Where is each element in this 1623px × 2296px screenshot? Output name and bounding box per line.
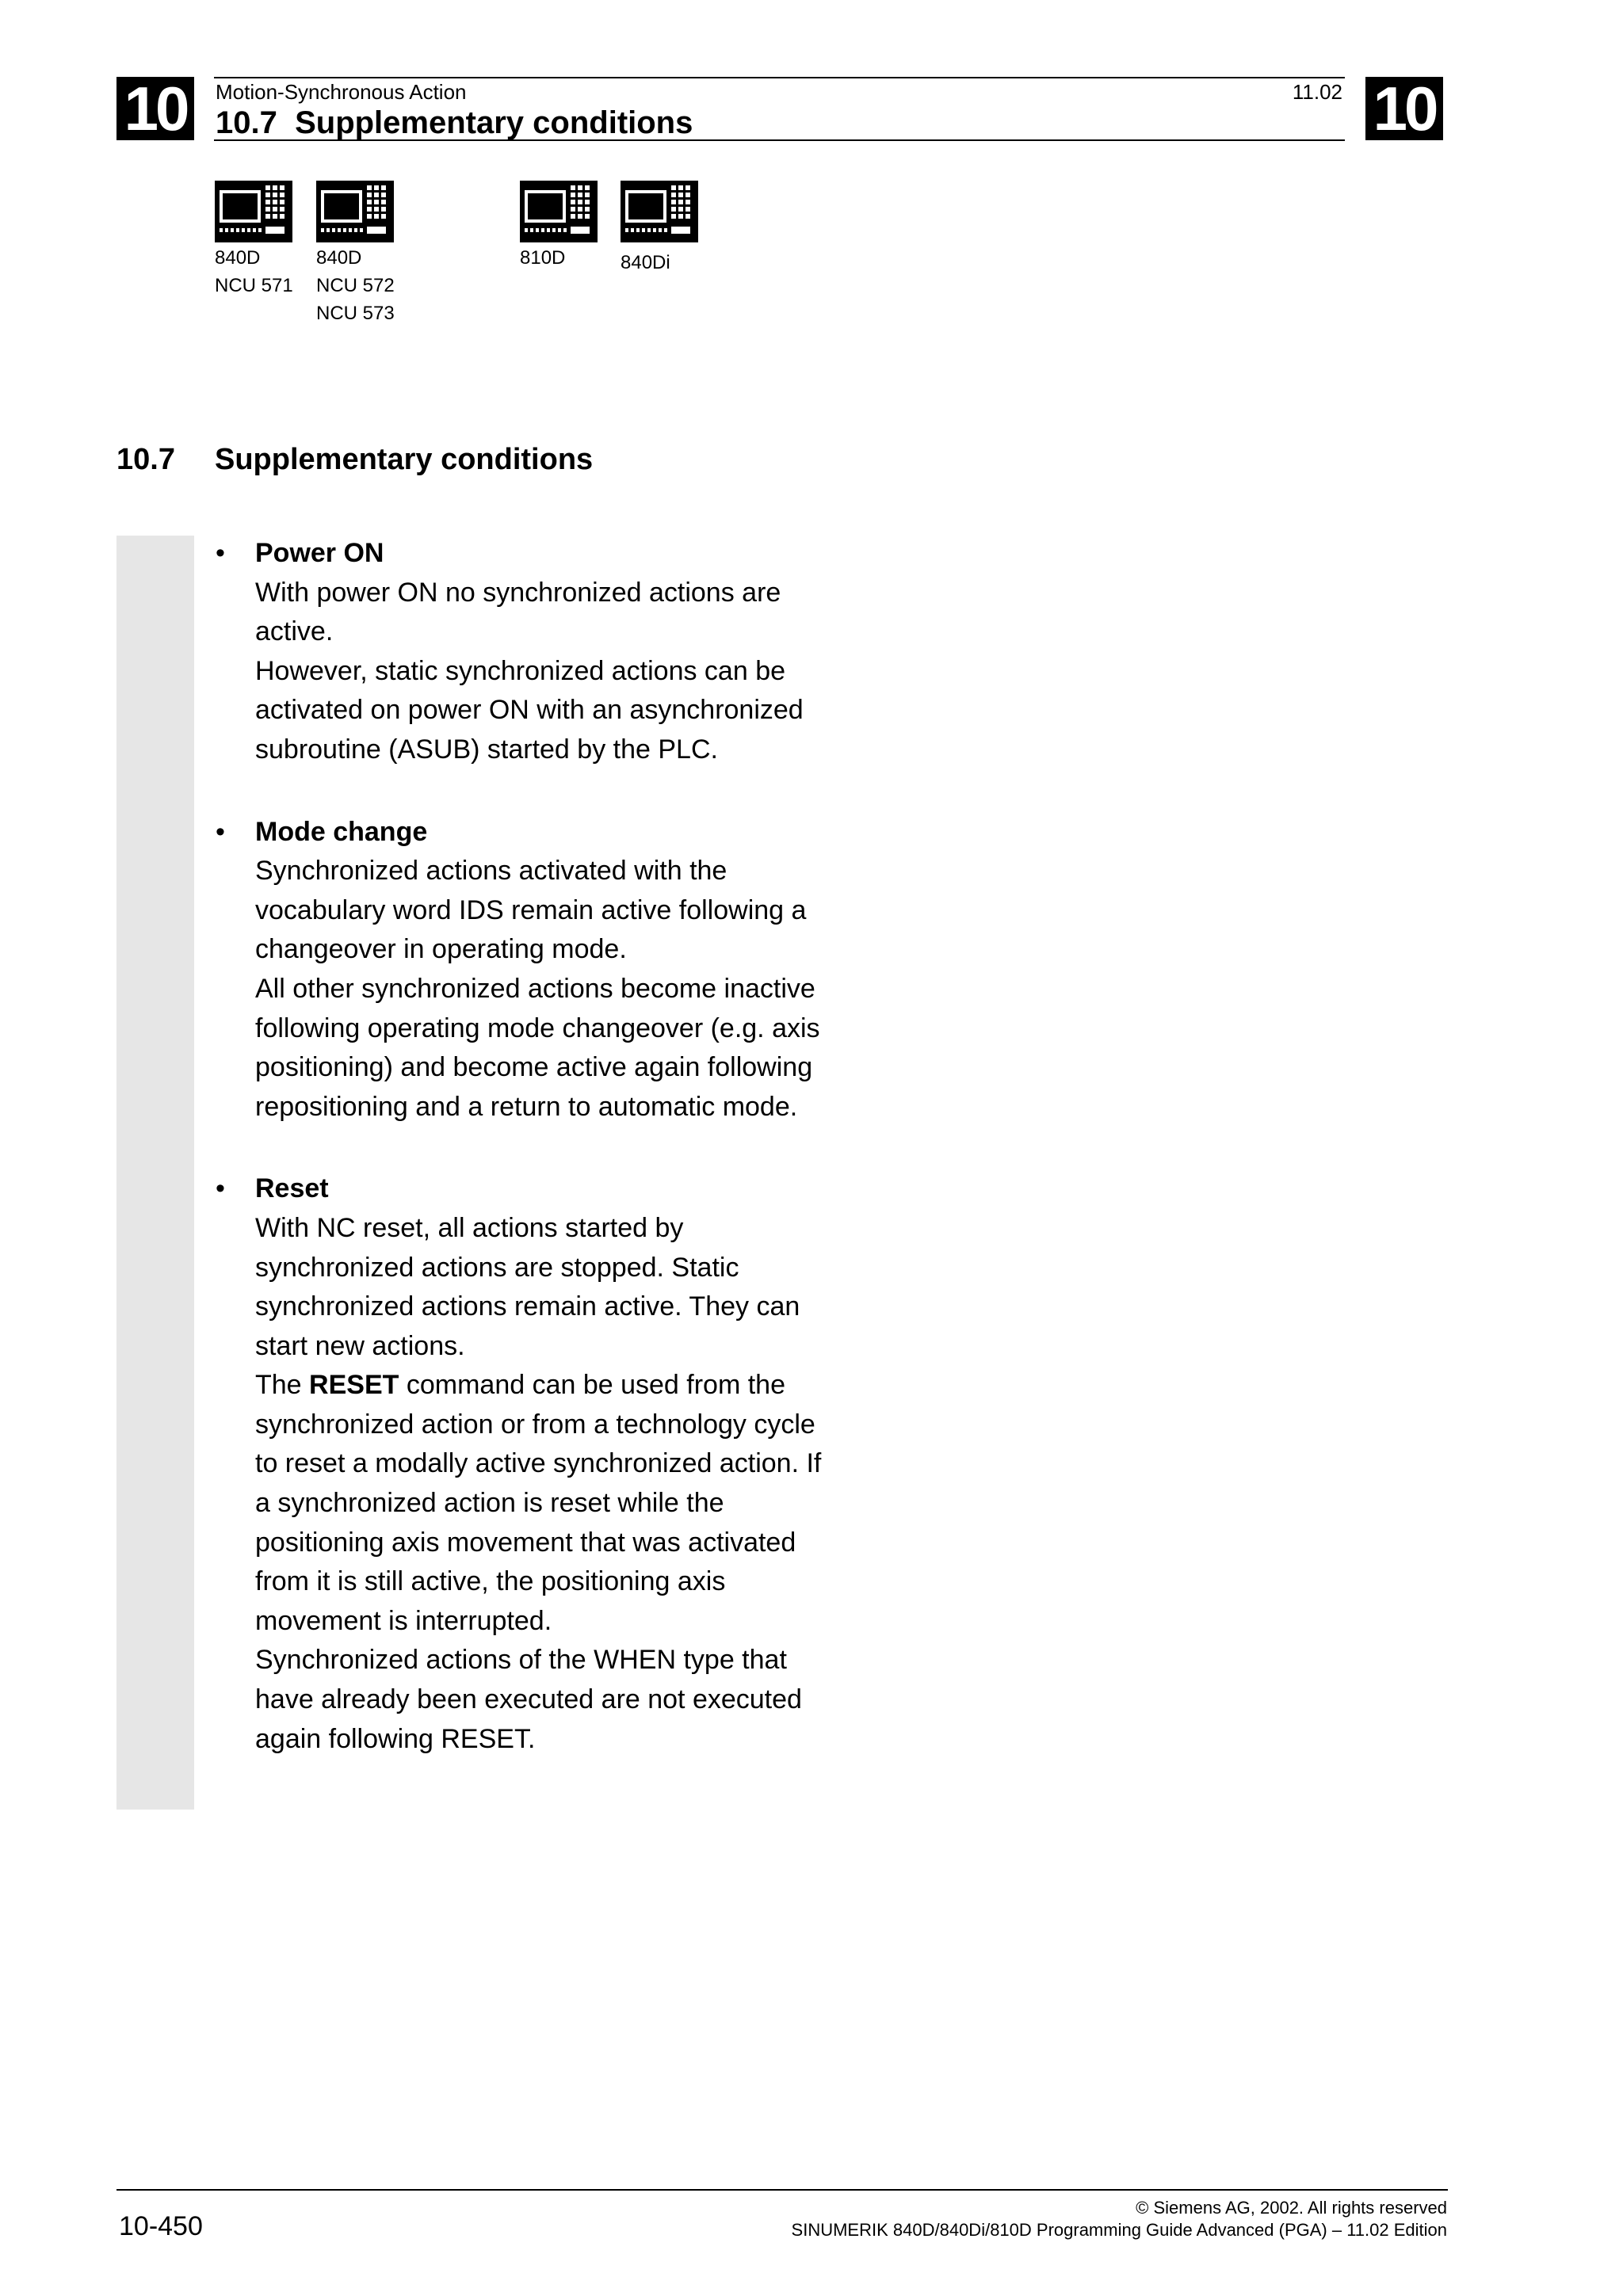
- list-item-line: following operating mode changeover (e.g. axis: [255, 1013, 820, 1043]
- list-item-reset: [216, 1169, 850, 1759]
- header-bottom-rule: [214, 139, 1345, 141]
- section-title: Supplementary conditions: [215, 443, 594, 476]
- list-item-line: synchronized action or from a technology cycle: [255, 1409, 815, 1440]
- list-item-power-on: [216, 534, 850, 770]
- control-model-label: 810D: [520, 247, 566, 269]
- list-item-line: changeover in operating mode.: [255, 934, 627, 965]
- list-item-line: All other synchronized actions become inactive: [255, 973, 815, 1004]
- header-top-rule: [214, 77, 1345, 78]
- list-item-line: vocabulary word IDS remain active following a: [255, 894, 807, 925]
- list-item-line: With power ON no synchronized actions are: [255, 577, 781, 608]
- control-840d-ncu571: [215, 181, 293, 299]
- page-number: 10-450: [119, 2211, 203, 2241]
- list-item-line: synchronized actions remain active. They can: [255, 1291, 800, 1322]
- control-panel-icon: [621, 181, 698, 242]
- list-item-line: repositioning and a return to automatic mode.: [255, 1091, 798, 1122]
- chapter-tab-right: 10: [1365, 77, 1443, 140]
- list-item-line: synchronized actions are stopped. Static: [255, 1252, 739, 1283]
- control-panel-icon: [316, 181, 394, 242]
- list-item-line: With NC reset, all actions started by: [255, 1212, 684, 1243]
- content: [216, 534, 850, 1759]
- list-item-line: again following RESET.: [255, 1723, 536, 1754]
- list-item-line: subroutine (ASUB) started by the PLC.: [255, 734, 718, 765]
- section-heading: [116, 442, 593, 477]
- control-unit-label-2: NCU 573: [316, 303, 395, 324]
- bullet: •: [216, 1173, 225, 1204]
- control-840di: [621, 181, 698, 277]
- bullet: •: [216, 816, 225, 847]
- reset-prefix: The: [255, 1370, 310, 1401]
- control-panel-icon: [215, 181, 292, 242]
- list-item-line: Synchronized actions of the WHEN type that: [255, 1645, 787, 1676]
- header-section-label: Motion-Synchronous Action: [216, 80, 467, 104]
- control-panel-icon: [520, 181, 598, 242]
- list-item-line: movement is interrupted.: [255, 1605, 552, 1636]
- list-item-title: Power ON: [255, 538, 384, 568]
- control-unit-label: NCU 572: [316, 275, 395, 296]
- list-item-line: activated on power ON with an asynchronized: [255, 695, 804, 726]
- list-item-mode-change: [216, 813, 850, 1127]
- control-840d-ncu572-573: [316, 181, 395, 327]
- section-number: 10.7: [116, 443, 175, 476]
- list-item-line: However, static synchronized actions can be: [255, 655, 786, 686]
- guide-title: SINUMERIK 840D/840Di/810D Programming Guide Advanced (PGA) – 11.02 Edition: [791, 2220, 1447, 2240]
- list-item-line: a synchronized action is reset while the: [255, 1488, 724, 1519]
- reset-suffix: command can be used from the: [399, 1370, 785, 1401]
- header-section-title: 10.7 Supplementary conditions: [216, 105, 693, 140]
- footer-rule: [116, 2189, 1448, 2191]
- control-model-label: 840D: [215, 247, 261, 269]
- control-unit-label: NCU 571: [215, 275, 293, 296]
- list-item-line: from it is still active, the positioning axis: [255, 1566, 726, 1597]
- list-item-line: start new actions.: [255, 1330, 465, 1361]
- header-edition-date: 11.02: [1292, 80, 1342, 104]
- list-item-title: Reset: [255, 1173, 329, 1204]
- list-item-line: have already been executed are not executed: [255, 1684, 802, 1715]
- chapter-tab-left: 10: [116, 77, 194, 140]
- list-item-line: to reset a modally active synchronized action. If: [255, 1448, 822, 1479]
- bullet: •: [216, 538, 225, 568]
- list-item-title: Mode change: [255, 816, 428, 847]
- list-item-line: Synchronized actions activated with the: [255, 856, 727, 887]
- copyright-notice: © Siemens AG, 2002. All rights reserved: [1136, 2198, 1447, 2218]
- control-model-label: 840Di: [621, 252, 670, 273]
- list-item-line: positioning axis movement that was activated: [255, 1527, 796, 1558]
- list-item-line: active.: [255, 616, 334, 647]
- reset-keyword: RESET: [309, 1370, 399, 1401]
- list-item-line-reset: [255, 1366, 850, 1405]
- control-model-label: 840D: [316, 247, 362, 269]
- control-810d: [520, 181, 598, 272]
- margin-bar: [116, 536, 194, 1810]
- list-item-line: positioning) and become active again following: [255, 1052, 813, 1083]
